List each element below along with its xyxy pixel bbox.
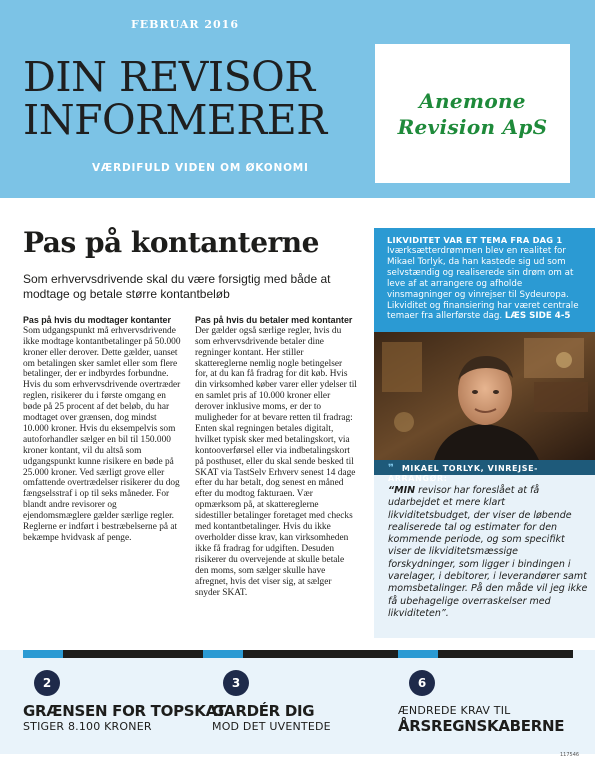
teaser-subtitle: ÅRSREGNSKABERNE	[398, 717, 565, 735]
sidebar-teaser-link[interactable]: LÆS SIDE 4-5	[504, 311, 571, 322]
teaser-subtitle: STIGER 8.100 KRONER	[23, 720, 152, 733]
article-column-1	[23, 315, 184, 544]
portrait-illustration	[374, 332, 595, 460]
newsletter-subtitle: VÆRDIFULD VIDEN OM ØKONOMI	[92, 162, 309, 174]
issue-date: FEBRUAR 2016	[130, 18, 239, 31]
quote-caption-bar	[374, 460, 595, 483]
quote-caption	[388, 463, 595, 483]
newsletter-title-line1: DIN REVISOR	[23, 53, 315, 101]
masthead	[0, 0, 595, 198]
sidebar-feature	[374, 228, 595, 638]
newsletter-title-line2: INFORMERER	[23, 96, 327, 144]
teaser-rule-accent-3	[398, 650, 438, 658]
pull-quote	[388, 485, 588, 620]
print-code: 117546	[560, 752, 580, 758]
quote-caption-text: MIKAEL TORLYK, VINREJSE-ARRANGØR:	[388, 464, 539, 483]
sidebar-teaser	[387, 246, 582, 322]
portrait-photo	[374, 332, 595, 460]
article-column-2	[195, 315, 357, 598]
pull-quote-lead: “MIN	[388, 485, 416, 496]
teaser-page-2[interactable]	[23, 670, 226, 733]
article-lead: Som erhvervsdrivende skal du være forsigtig med både at modtage og betale større kontantbeløb	[23, 272, 331, 301]
article-headline: Pas på kontanterne	[23, 226, 319, 259]
page-number-badge: 2	[34, 670, 60, 696]
column-2-paragraph-1: Der gælder også særlige regler, hvis du som erhvervsdrivende betaler dine regninger kontant. Her stiller skattereglerne nemlig nogle betingelser for, at du kan få fradrag for dit køb. Hvis din virksomhed køber varer eller ydelser til en samlet pris af 10.000 kroner eller derover inklusive moms, er der to muligheder for at bevare retten til fradrag: Enten skal regningen betales digitalt, hvilket typisk sker med betalingskort, via kontooverførsel eller via indbetalingskort på posthuset, eller du skal sende besked til SKAT via TastSelv Erhverv senest 14 dage efter du har betalt, dog senest en måned efter du modtog fakturaen. Vær opmærksom på, at skattereglerne sidestiller betalinger foretaget med checks med kontantbetalinger. Hvis du ikke overholder disse krav, kan virksomheden ikke få fradrag for udgiften. Desuden risikerer du overvejende at skulle betale den moms, som sælger skulle have afregnet, hvis det viser sig, at sælger snyder SKAT.	[195, 325, 357, 598]
teaser-page-3[interactable]	[212, 670, 331, 733]
column-1-heading: Pas på hvis du modtager kontanter	[23, 315, 171, 325]
teaser-rule-accent-2	[203, 650, 243, 658]
logo-line2: Revision ApS	[397, 114, 548, 139]
company-logo	[375, 44, 570, 183]
column-1-paragraph-2: Reglerne er indført i bestræbelserne på at bekæmpe hvidvask af penge.	[23, 522, 178, 544]
teaser-rule-accent-1	[23, 650, 63, 658]
page-number-badge: 3	[223, 670, 249, 696]
column-1-paragraph-1: Som udgangspunkt må erhvervsdrivende ikke modtage kontantbetalinger på 50.000 kroner eller derover. Dette gælder, uanset om betalingen sker samlet eller som flere betalinger, der er indbyrdes forbundne. Hvis du som erhvervsdrivende overtræder reglen, risikerer du i første omgang en bøde på 25 procent af det beløb, du har modtaget over grænsen, dog mindst 10.000 kroner. Hvis du eksempelvis som autoforhandler sælger en bil til 150.000 kroner kontant, vil du altså som udgangspunkt kunne risikere en bøde på 25.000 kroner. Ved særligt grove eller omfattende overtrædelser risikerer du dog fængselsstraf i op til seks måneder. For blandt andre revisorer og ejendomsmæglere gælder særlige regler.	[23, 325, 181, 522]
teaser-rule	[23, 650, 573, 658]
sidebar-kicker: LIKVIDITET VAR ET TEMA FRA DAG 1	[387, 235, 563, 245]
page-number-badge: 6	[409, 670, 435, 696]
teaser-subtitle: MOD DET UVENTEDE	[212, 720, 331, 733]
sidebar-teaser-box[interactable]	[374, 228, 595, 332]
newsletter-title	[23, 53, 368, 144]
teaser-page-6[interactable]	[398, 670, 564, 735]
teaser-title: GARDÉR DIG	[212, 702, 315, 720]
logo-line1: Anemone	[419, 88, 526, 113]
sidebar-teaser-text: Iværksætterdrømmen blev en realitet for Mikael Torlyk, da han kastede sig ud som selvstændig og realiserede sin drøm om at leve af at arrangere og afholde vinsmagninger og vinrejser til Sydeuropa. Likviditet og finansiering har været centrale temaer fra allerførste dag.	[387, 246, 579, 322]
teaser-title: GRÆNSEN FOR TOPSKAT	[23, 702, 226, 720]
quote-mark-icon: ❞	[388, 463, 395, 474]
teaser-title: ÆNDREDE KRAV TIL	[398, 704, 511, 717]
pull-quote-body: revisor har foreslået at få udarbejdet et mere klart likviditetsbudget, der viser de løbende realiserede tal og estimater for den kommende periode, og som specifikt viser de likviditetsmæssige forskydninger, som ligger i bindingen i varelager, i debitorer, i leverandører samt momsbetalinger. På den måde vil jeg ikke få ubehagelige overraskelser med likviditeten”.	[388, 485, 588, 619]
inside-teasers	[0, 650, 595, 754]
column-2-heading: Pas på hvis du betaler med kontanter	[195, 315, 353, 325]
